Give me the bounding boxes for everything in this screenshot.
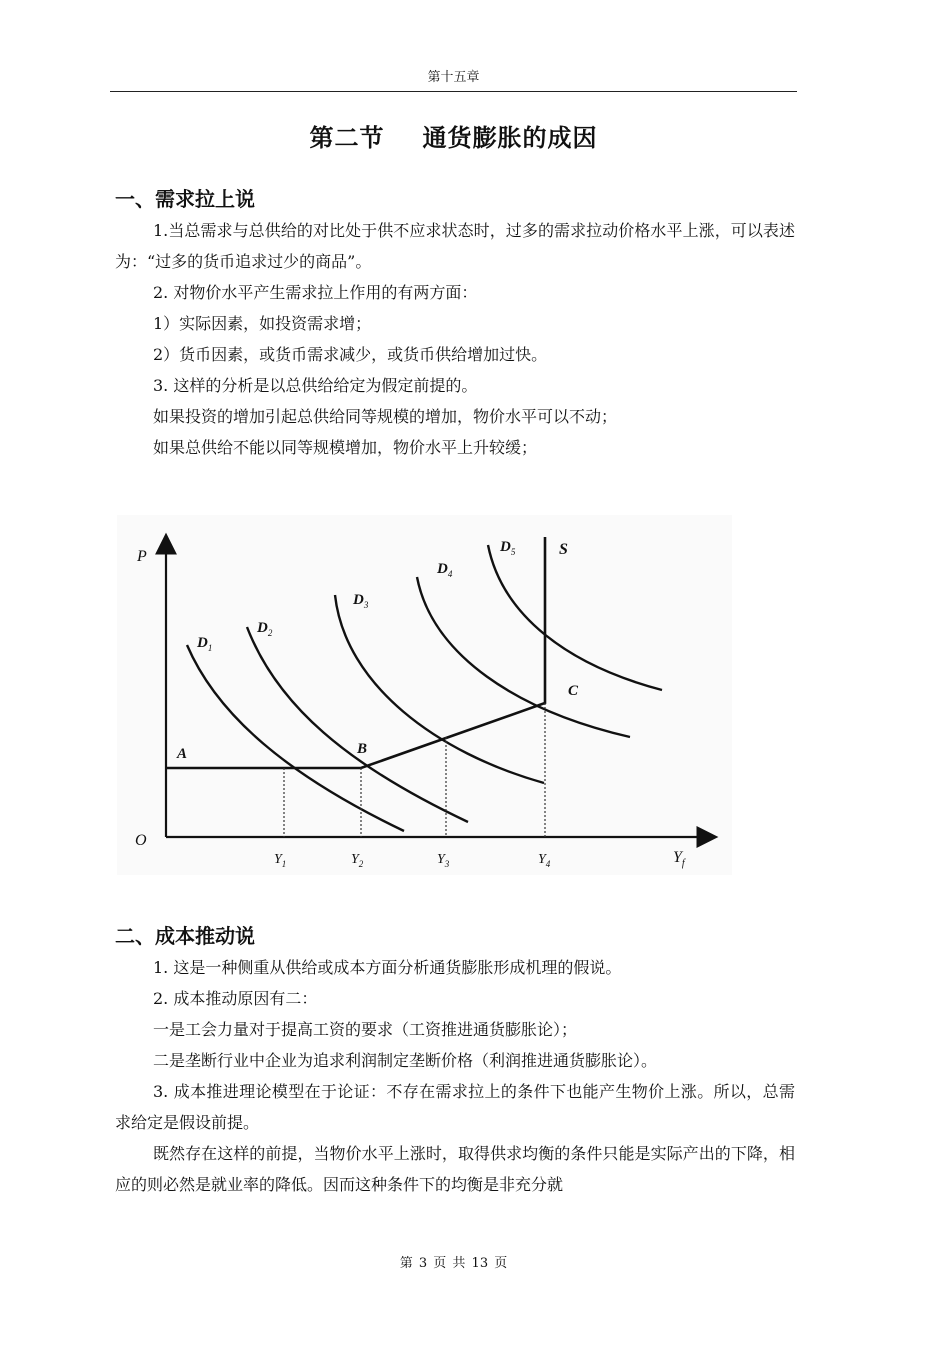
paragraph: 2）货币因素，或货币需求减少，或货币供给增加过快。 [153, 345, 548, 364]
section-number: 第二节 [309, 124, 385, 152]
tick-label-y2: $Y_2$ [351, 852, 364, 869]
demand-label-d4: $D_4$ [437, 561, 453, 579]
heading-cost-push: 二、成本推动说 [115, 924, 255, 948]
supply-curve [166, 537, 545, 768]
chapter-label: 第十五章 [427, 70, 480, 85]
paragraph: 如果总供给不能以同等规模增加，物价水平上升较缓； [153, 438, 538, 457]
demand-pull-body [115, 215, 795, 463]
point-label-c: C [568, 683, 579, 699]
paragraph: 2. 对物价水平产生需求拉上作用的有两方面： [153, 283, 478, 302]
demand-curve-d2 [247, 627, 468, 822]
paragraph: 1. 这是一种侧重从供给或成本方面分析通货膨胀形成机理的假说。 [153, 958, 622, 977]
demand-curve-d5 [488, 545, 662, 690]
diagram-svg [117, 515, 732, 875]
point-label-b: B [357, 741, 368, 757]
paragraph: 3. 这样的分析是以总供给给定为假定前提的。 [153, 376, 478, 395]
demand-curve-d4 [417, 577, 630, 737]
page-number: 第 3 页 共 13 页 [399, 1256, 508, 1271]
tick-label-y4: $Y_4$ [538, 852, 551, 869]
section-title [110, 118, 797, 153]
demand-curve-d1 [187, 645, 404, 831]
section-name: 通货膨胀的成因 [422, 124, 598, 152]
paragraph: 一是工会力量对于提高工资的要求（工资推进通货膨胀论）； [153, 1020, 578, 1039]
page-footer [110, 1252, 797, 1271]
demand-label-d2: $D_2$ [257, 620, 273, 638]
paragraph: 如果投资的增加引起总供给同等规模的增加，物价水平可以不动； [153, 407, 618, 426]
paragraph: 既然存在这样的前提，当物价水平上涨时，取得供求均衡的条件只能是实际产出的下降，相应的则必然是就业率的降低。因而这种条件下的均衡是非充分就 [115, 1144, 795, 1194]
demand-label-d3: $D_3$ [353, 592, 369, 610]
cost-push-body [115, 952, 795, 1200]
axis-label-origin: O [135, 832, 147, 849]
supply-label: S [559, 541, 568, 558]
point-label-a: A [177, 746, 188, 762]
demand-label-d5: $D_5$ [500, 539, 516, 557]
heading-demand-pull: 一、需求拉上说 [115, 187, 255, 211]
demand-label-d1: $D_1$ [197, 635, 213, 653]
tick-label-y3: $Y_3$ [437, 852, 450, 869]
paragraph: 2. 成本推动原因有二： [153, 989, 318, 1008]
paragraph: 二是垄断行业中企业为追求利润制定垄断价格（利润推进通货膨胀论）。 [153, 1051, 658, 1070]
tick-label-y1: $Y_1$ [274, 852, 287, 869]
paragraph: 3. 成本推进理论模型在于论证：不存在需求拉上的条件下也能产生物价上涨。所以，总需求给定是假设前提。 [115, 1082, 795, 1132]
page-header [110, 66, 797, 92]
demand-pull-diagram [117, 515, 732, 875]
axis-label-p: P [137, 548, 147, 565]
paragraph: 1）实际因素，如投资需求增； [153, 314, 372, 333]
paragraph: 1.当总需求与总供给的对比处于供不应求状态时，过多的需求拉动价格水平上涨，可以表述为：“过多的货币追求过少的商品”。 [115, 221, 795, 271]
axis-label-yf: $Y_f$ [673, 849, 685, 869]
